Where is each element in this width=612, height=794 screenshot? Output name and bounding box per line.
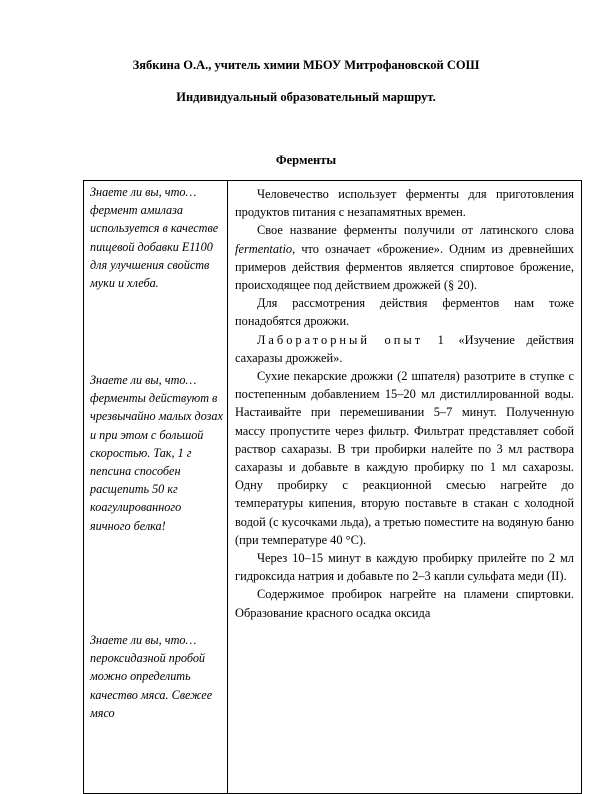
tip-peroxidase: Знаете ли вы, что… пероксидазной пробой можно определить качество мяса. Свежее мясо	[90, 633, 213, 720]
p2-after: , что означает «брожение». Одним из древнейших примеров действия ферментов является спиртовое брожение, происходящее под действием дрожжей (§ 20).	[235, 241, 574, 293]
paragraph-intro: Человечество использует ферменты для приготовления продуктов питания с незапамятных времен.	[235, 187, 574, 220]
content-table	[83, 180, 582, 794]
lab-heading	[235, 331, 574, 367]
tip-enzyme-doses: Знаете ли вы, что… ферменты действуют в чрезвычайно малых дозах и при этом с большой скоростью. Так, 1 г пепсина способен расщепить 50 кг коагулированного яичного белка!	[90, 373, 223, 533]
page-title: Ферменты	[275, 153, 337, 167]
p2-before: Свое название ферменты получили от латинского слова	[257, 223, 574, 238]
main-text-column	[228, 181, 582, 794]
paragraph-reagents: Через 10–15 минут в каждую пробирку прилейте по 2 мл гидроксида натрия и добавьте по 2–3 капли сульфата меди (II).	[235, 551, 574, 584]
paragraph-name-origin	[235, 221, 574, 294]
lab-label: Лабораторный опыт 1	[257, 332, 447, 347]
latin-word: fermentatio	[235, 241, 293, 256]
tips-column	[84, 181, 228, 794]
tip-amylase: Знаете ли вы, что… фермент амилаза используется в качестве пищевой добавки Е1100 для улучшения свойств муки и хлеба.	[90, 185, 219, 291]
route-title: Индивидуальный образовательный маршрут.	[176, 90, 436, 104]
paragraph-yeast: Для рассмотрения действия ферментов нам тоже понадобятся дрожжи.	[235, 296, 574, 329]
lab-title: «Изучение действия сахаразы дрожжей».	[235, 332, 574, 365]
paragraph-heating: Содержимое пробирок нагрейте на пламени спиртовки. Образование красного осадка оксида	[235, 587, 574, 620]
paragraph-procedure: Сухие пекарские дрожжи (2 шпателя) разотрите в ступке с постепенным добавлением 15–20 мл дистиллированной воды. Настаивайте при перемешивании 5–7 минут. Полученную массу пропустите через фильтр. Фильтрат представляет собой раствор сахаразы. В три пробирки налейте по 3 мл раствора сахаразы и добавьте в каждую пробирку по 1 мл сахарозы. Одну пробирку с реакционной смесью нагрейте до температуры кипения, вторую поставьте в стакан с холодной водой (с кусочками льда), а третью поместите на водяную баню (при температуре 40 °С).	[235, 369, 574, 547]
author-line: Зябкина О.А., учитель химии МБОУ Митрофановской СОШ	[132, 58, 480, 72]
